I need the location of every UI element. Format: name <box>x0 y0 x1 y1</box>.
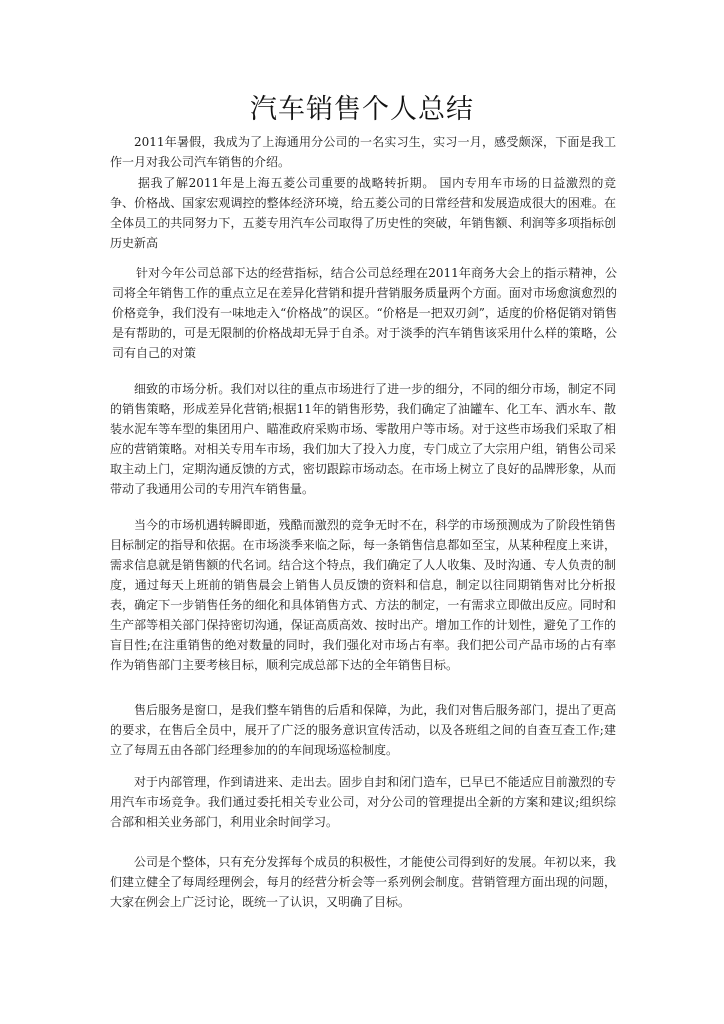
paragraph-after-sales: 售后服务是窗口，是我们整车销售的后盾和保障，为此，我们对售后服务部门，提出了更高的要求，在售后全员中，展开了广泛的服务意识宣传活动，以及各班组之间的自查互查工作;建立了每周五由各部门经理参加的的车间现场巡检制度。 <box>110 703 616 757</box>
paragraph-market-forecast: 当今的市场机遇转瞬即逝，残酷而激烈的竞争无时不在，科学的市场预测成为了阶段性销售目标制定的指导和依据。在市场淡季来临之际，每一条销售信息都如至宝，从某种程度上来讲，需求信息就是销售额的代名词。结合这个特点，我们确定了人人收集、及时沟通、专人负责的制度，通过每天上班前的销售晨会上销售人员反馈的资料和信息，制定以往同期销售对比分析报表，确定下一步销售任务的细化和具体销售方式、方法的制定，一有需求立即做出反应。同时和生产部等相关部门保持密切沟通，保证高质高效、按时出产。增加工作的计划性，避免了工作的盲目性;在注重销售的绝对数量的同时，我们强化对市场占有率。我们把公司产品市场的占有率作为销售部门主要考核目标，顺利完成总部下达的全年销售目标。 <box>110 518 616 672</box>
paragraph-company-teamwork: 公司是个整体，只有充分发挥每个成员的积极性，才能使公司得到好的发展。年初以来，我们建立健全了每周经理例会，每月的经营分析会等一系列例会制度。营销管理方面出现的问题，大家在例会上广泛讨论，既统一了认识，又明确了目标。 <box>110 855 616 909</box>
paragraph-strategic-period: 据我了解2011年是上海五菱公司重要的战略转折期。 国内专用车市场的日益激烈的竞争、价格战、国家宏观调控的整体经济环境，给五菱公司的日常经营和发展造成很大的困难。在全体员工的共同努力下，五菱专用汽车公司取得了历史性的突破，年销售额、利润等多项指标创历史新高 <box>110 176 616 250</box>
paragraph-sales-targets: 针对今年公司总部下达的经营指标，结合公司总经理在2011年商务大会上的指示精神，公司将全年销售工作的重点立足在差异化营销和提升营销服务质量两个方面。面对市场愈演愈烈的价格竞争，我们没有一味地走入“价格战”的误区。“价格是一把双刃剑”，适度的价格促销对销售是有帮助的，可是无限制的价格战却无异于自杀。对于淡季的汽车销售该采用什么样的策略，公司有自己的对策 <box>112 266 617 360</box>
document-title: 汽车销售个人总结 <box>250 94 474 125</box>
paragraph-internal-management: 对于内部管理，作到请进来、走出去。固步自封和闭门造车，已早已不能适应目前激烈的专用汽车市场竞争。我们通过委托相关专业公司，对分公司的管理提出全新的方案和建议;组织综合部和相关业务部门，利用业余时间学习。 <box>110 775 616 829</box>
paragraph-internship-intro: 2011年暑假，我成为了上海通用分公司的一名实习生，实习一月，感受颇深，下面是我工作一月对我公司汽车销售的介绍。 <box>110 135 616 169</box>
paragraph-market-analysis: 细致的市场分析。我们对以往的重点市场进行了进一步的细分，不同的细分市场，制定不同的销售策略，形成差异化营销;根据11年的销售形势，我们确定了油罐车、化工车、洒水车、散装水泥车等车型的集团用户、瞄准政府采购市场、零散用户等市场。对于这些市场我们采取了相应的营销策略。对相关专用车市场，我们加大了投入力度，专门成立了大宗用户组，销售公司采取主动上门，定期沟通反馈的方式，密切跟踪市场动态。在市场上树立了良好的品牌形象，从而带动了我通用公司的专用汽车销售量。 <box>110 382 616 496</box>
